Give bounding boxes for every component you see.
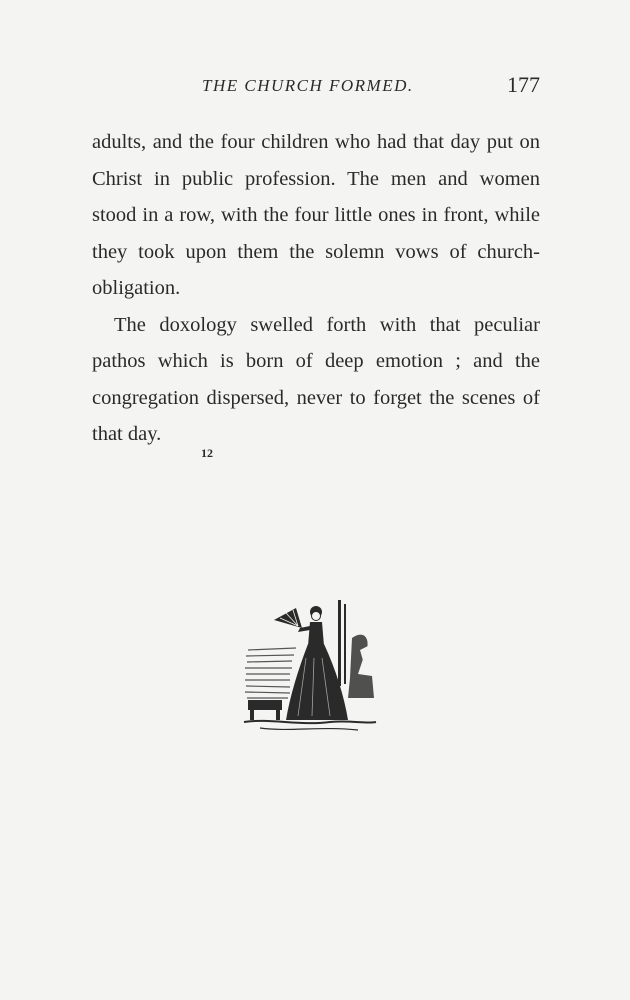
page-number: 177 bbox=[507, 72, 540, 97]
paragraph-doxology: The doxology swelled forth with that peculiar pathos which is born of deep emotion ; and the congregation dispersed, never to forget the scenes of that day. bbox=[92, 313, 540, 445]
signature-mark: 12 bbox=[201, 446, 213, 460]
woman-with-fan-icon bbox=[240, 598, 380, 738]
running-head bbox=[92, 72, 542, 104]
body-text bbox=[92, 124, 540, 453]
running-title: THE CHURCH FORMED. bbox=[202, 76, 414, 95]
paragraph-continuation: adults, and the four children who had that day put on Christ in public profession. The men and women stood in a row, with the four little ones in front, while they took upon them the solemn vows of church-obligation. bbox=[92, 131, 540, 299]
